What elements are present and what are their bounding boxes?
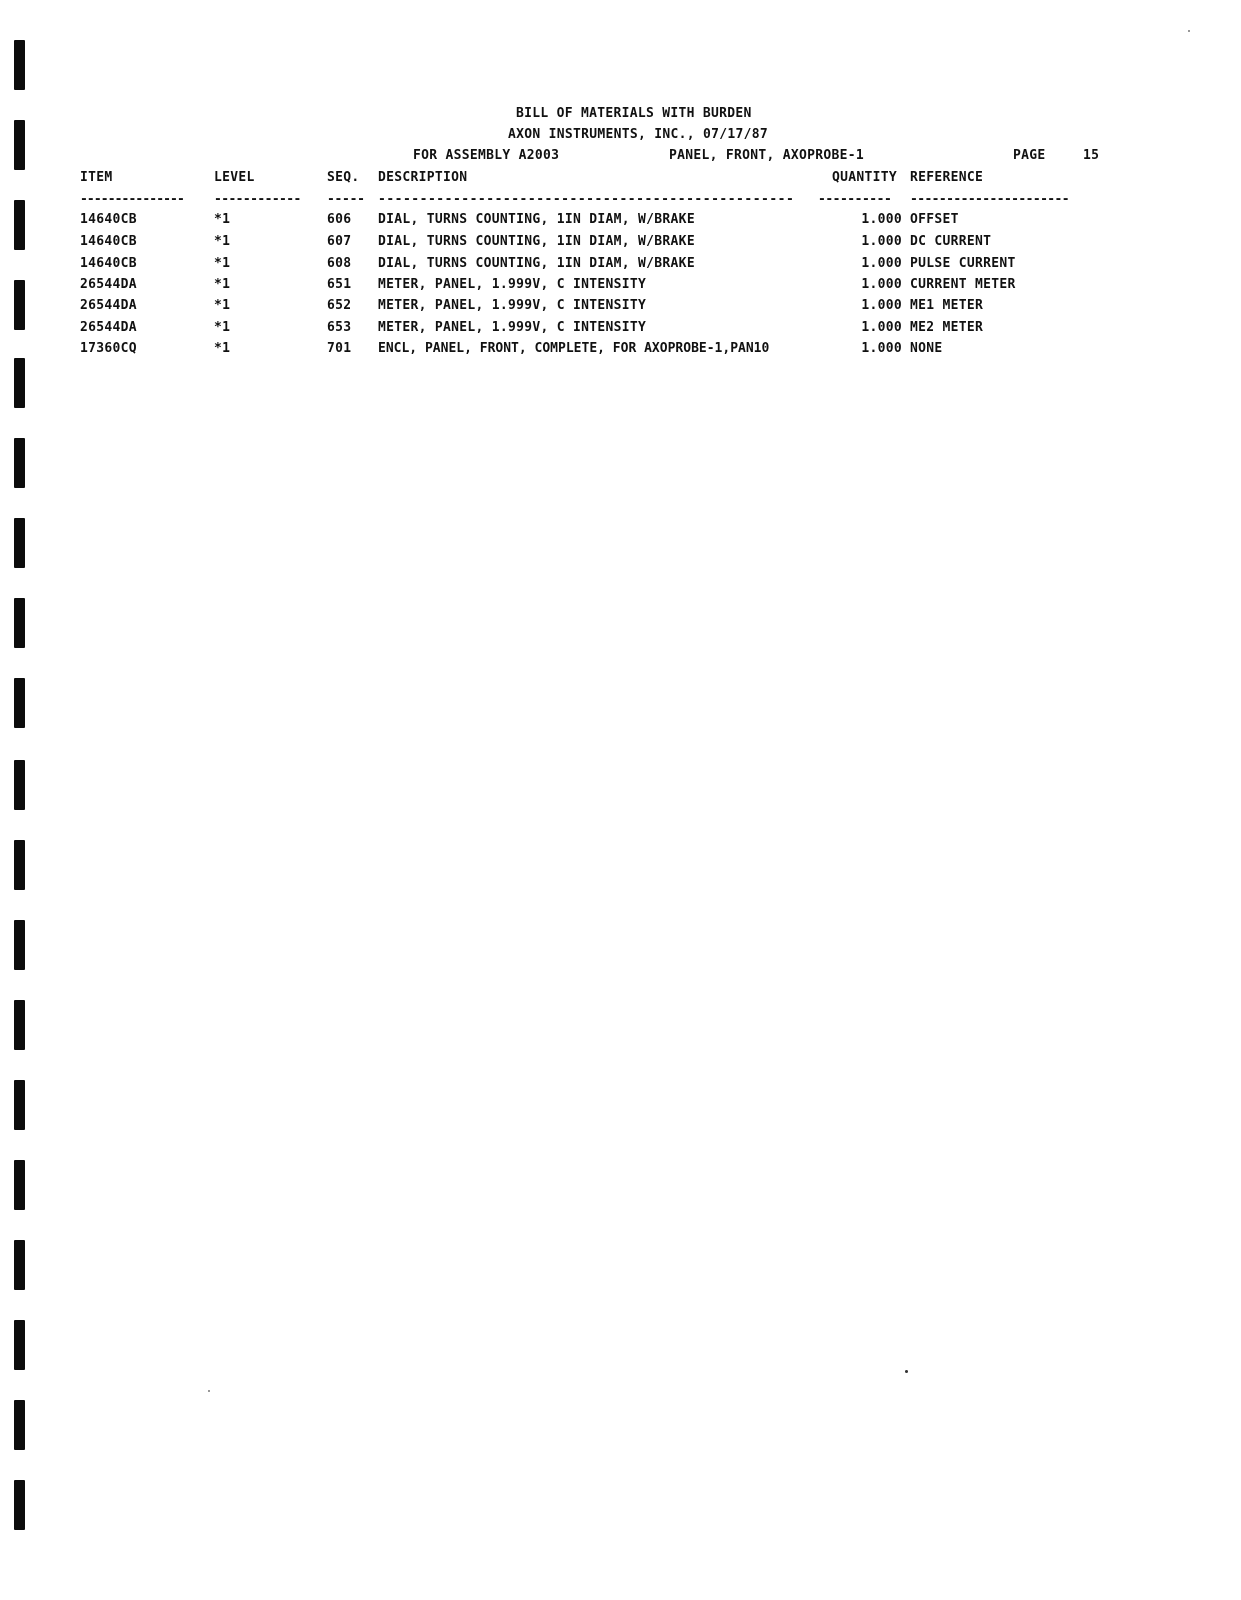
- tractor-feed-mark: [14, 1160, 25, 1210]
- tractor-feed-mark: [14, 1320, 25, 1370]
- column-header-seq: SEQ.: [327, 170, 360, 185]
- scan-speck: [208, 1390, 210, 1392]
- tractor-feed-mark: [14, 760, 25, 810]
- row-level: *1: [214, 234, 231, 249]
- row-seq: 606: [327, 212, 352, 227]
- row-level: *1: [214, 212, 231, 227]
- tractor-feed-mark: [14, 200, 25, 250]
- row-reference: CURRENT METER: [910, 277, 1016, 292]
- row-description: METER, PANEL, 1.999V, C INTENSITY: [378, 298, 647, 313]
- column-header-item: ITEM: [80, 170, 113, 185]
- row-seq: 653: [327, 320, 352, 335]
- tractor-feed-mark: [14, 280, 25, 330]
- assembly-label: FOR ASSEMBLY A2003: [413, 148, 560, 163]
- row-reference: ME1 METER: [910, 298, 984, 313]
- row-level: *1: [214, 277, 231, 292]
- tractor-feed-mark: [14, 518, 25, 568]
- tractor-feed-mark: [14, 1400, 25, 1450]
- report-title: BILL OF MATERIALS WITH BURDEN: [516, 106, 752, 121]
- tractor-feed-mark: [14, 840, 25, 890]
- row-seq: 608: [327, 256, 352, 271]
- row-description: DIAL, TURNS COUNTING, 1IN DIAM, W/BRAKE: [378, 212, 695, 227]
- row-item: 17360CQ: [80, 341, 137, 356]
- row-description: DIAL, TURNS COUNTING, 1IN DIAM, W/BRAKE: [378, 234, 695, 249]
- tractor-feed-mark: [14, 1080, 25, 1130]
- tractor-feed-mark: [14, 1480, 25, 1530]
- scan-speck: [1188, 30, 1190, 32]
- row-level: *1: [214, 298, 231, 313]
- row-reference: ME2 METER: [910, 320, 984, 335]
- row-quantity: 1.000: [861, 298, 902, 313]
- tractor-feed-mark: [14, 1000, 25, 1050]
- row-item: 26544DA: [80, 320, 137, 335]
- row-item: 26544DA: [80, 298, 137, 313]
- report-company-line: AXON INSTRUMENTS, INC., 07/17/87: [508, 127, 769, 142]
- row-seq: 607: [327, 234, 352, 249]
- row-reference: DC CURRENT: [910, 234, 992, 249]
- row-reference: NONE: [910, 341, 943, 356]
- tractor-feed-mark: [14, 120, 25, 170]
- divider-quantity: ----------: [818, 192, 892, 207]
- divider-description: --------------------------------------------------: [378, 192, 795, 207]
- column-header-quantity: QUANTITY: [832, 170, 898, 185]
- tractor-feed-mark: [14, 1240, 25, 1290]
- row-item: 14640CB: [80, 212, 137, 227]
- divider-level: ------------: [214, 192, 301, 207]
- column-header-description: DESCRIPTION: [378, 170, 468, 185]
- page-label: PAGE: [1013, 148, 1046, 163]
- divider-item: ---------------: [80, 192, 184, 207]
- row-quantity: 1.000: [861, 234, 902, 249]
- divider-reference: ----------------------: [910, 192, 1069, 207]
- row-reference: PULSE CURRENT: [910, 256, 1016, 271]
- row-level: *1: [214, 341, 231, 356]
- row-quantity: 1.000: [861, 320, 902, 335]
- tractor-feed-mark: [14, 920, 25, 970]
- row-seq: 652: [327, 298, 352, 313]
- row-description: ENCL, PANEL, FRONT, COMPLETE, FOR AXOPROBE-1,PAN10: [378, 341, 770, 356]
- scan-speck: [905, 1370, 908, 1373]
- tractor-feed-mark: [14, 438, 25, 488]
- column-header-reference: REFERENCE: [910, 170, 984, 185]
- row-quantity: 1.000: [861, 341, 902, 356]
- page-number: 15: [1083, 148, 1100, 163]
- row-item: 26544DA: [80, 277, 137, 292]
- row-quantity: 1.000: [861, 256, 902, 271]
- row-description: METER, PANEL, 1.999V, C INTENSITY: [378, 320, 647, 335]
- tractor-feed-mark: [14, 598, 25, 648]
- row-level: *1: [214, 256, 231, 271]
- divider-seq: -----: [327, 192, 365, 207]
- tractor-feed-mark: [14, 678, 25, 728]
- tractor-feed-mark: [14, 358, 25, 408]
- row-level: *1: [214, 320, 231, 335]
- tractor-feed-mark: [14, 40, 25, 90]
- row-seq: 701: [327, 341, 352, 356]
- row-quantity: 1.000: [861, 212, 902, 227]
- column-header-level: LEVEL: [214, 170, 255, 185]
- row-seq: 651: [327, 277, 352, 292]
- row-item: 14640CB: [80, 234, 137, 249]
- row-reference: OFFSET: [910, 212, 959, 227]
- assembly-description: PANEL, FRONT, AXOPROBE-1: [669, 148, 865, 163]
- row-quantity: 1.000: [861, 277, 902, 292]
- row-description: DIAL, TURNS COUNTING, 1IN DIAM, W/BRAKE: [378, 256, 695, 271]
- row-description: METER, PANEL, 1.999V, C INTENSITY: [378, 277, 647, 292]
- row-item: 14640CB: [80, 256, 137, 271]
